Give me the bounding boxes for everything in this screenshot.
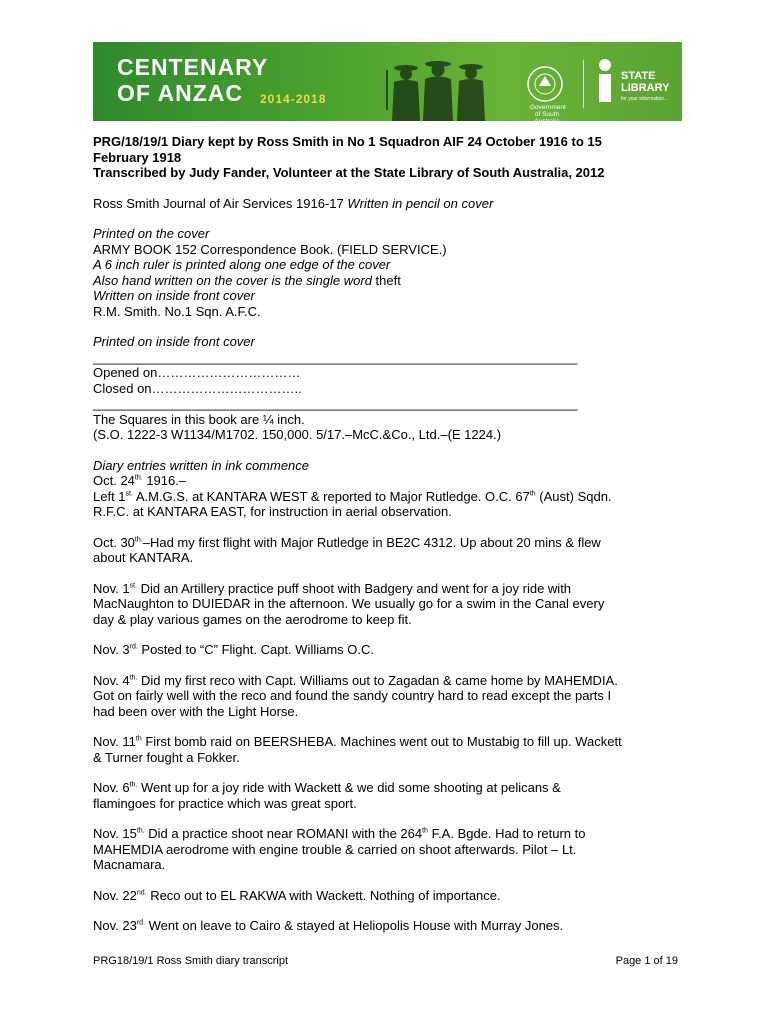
government-text: Government of South Australia (530, 104, 566, 125)
inside-printed-label: Printed on inside front cover (93, 334, 255, 349)
so-line: (S.O. 1222-3 W1134/M1702. 150,000. 5/17.–McC.&Co., Ltd.–(E 1224.) (93, 427, 502, 442)
soldiers-silhouette-icon (378, 50, 498, 121)
squares-line: The Squares in this book are ¼ inch. (93, 411, 305, 427)
diary-paragraph (93, 780, 693, 811)
banner-title: CENTENARY OF ANZAC (117, 54, 269, 106)
diary-paragraph (93, 581, 693, 628)
ruler-note: A 6 inch ruler is printed along one edge of the cover (93, 257, 391, 272)
diary-line: about KANTARA. (93, 550, 194, 565)
journal-title-line (93, 196, 693, 212)
banner-divider (583, 60, 584, 108)
diary-paragraph (93, 918, 693, 934)
hand-written-line (93, 273, 693, 289)
opened-line: Opened on…………………………… (93, 365, 301, 380)
diary-line: MAHEMDIA aerodrome with engine trouble & carried on shoot afterwards. Pilot – Lt. (93, 841, 577, 857)
hand-written-prefix: Also hand written on the cover is the single word (93, 272, 376, 288)
rule-line-2: ___________________________________________________________________ (93, 396, 578, 411)
diary-line: Nov. $15^{th.}$ Did a practice shoot near ROMANI with the 264th F.A. Bgde. Had to return to (93, 826, 586, 841)
diary-line: Got on fairly well with the reco and found the sandy country hard to read except the parts I (93, 688, 612, 703)
diary-paragraph (93, 888, 693, 904)
library-name: STATE LIBRARY (621, 70, 670, 94)
inside-cover-label: Written on inside front cover (93, 288, 255, 303)
banner-years: 2014-2018 (260, 92, 327, 106)
centenary-banner (93, 42, 682, 125)
journal-title: Ross Smith Journal of Air Services 1916-17 (93, 195, 348, 211)
diary-line: MacNaughton to DUIEDAR in the afternoon. We usually go for a swim in the Canal every (93, 596, 605, 611)
rule-line-1: ___________________________________________________________________ (93, 349, 578, 365)
diary-paragraph (93, 826, 693, 873)
entry-line: R.F.C. at KANTARA EAST, for instruction in aerial observation. (93, 504, 452, 519)
diary-line: Nov. $23^{rd.}$ Went on leave to Cairo & stayed at Heliopolis House with Murray Jones. (93, 918, 564, 933)
diary-line: day & play various games on the aerodrome to keep fit. (93, 611, 412, 627)
diary-line: Macnamara. (93, 857, 166, 872)
closed-line: Closed on…………………………….. (93, 380, 302, 396)
diary-paragraph (93, 673, 693, 720)
diary-paragraph (93, 642, 693, 658)
entries-intro: Diary entries written in ink commence (93, 457, 310, 473)
diary-paragraphs (93, 520, 693, 934)
army-book-line: ARMY BOOK 152 Correspondence Book. (FIELD SERVICE.) (93, 241, 447, 257)
library-tagline: for your information... (621, 96, 669, 102)
journal-note: Written in pencil on cover (347, 195, 494, 211)
library-i-icon (593, 58, 617, 104)
entry-line: Left $1^{st.}$ A.M.G.S. at KANTARA WEST & reported to Major Rutledge. O.C. 67th (Aust) Sqdn. (93, 488, 612, 504)
diary-paragraph (93, 734, 693, 765)
inside-cover-text: R.M. Smith. No.1 Sqn. A.F.C. (93, 303, 261, 319)
footer-left: PRG18/19/1 Ross Smith diary transcript (93, 955, 289, 967)
heading-line-3: Transcribed by Judy Fander, Volunteer at the State Library of South Australia, 2012 (93, 165, 605, 180)
entry-line: Oct. $24^{th.}$ 1916.– (93, 473, 187, 488)
heading-line-2: February 1918 (93, 149, 182, 165)
diary-line: Nov. $6^{th.}$ Went up for a joy ride with Wackett & we did some shooting at pelicans & (93, 780, 561, 795)
diary-line: & Turner fought a Fokker. (93, 749, 240, 765)
diary-line: had been over with the Light Horse. (93, 703, 299, 719)
diary-line: Nov. $22^{nd.}$ Reco out to EL RAKWA with Wackett. Nothing of importance. (93, 887, 501, 903)
document-body (93, 134, 693, 934)
cover-label: Printed on the cover (93, 226, 210, 241)
diary-line: Oct. $30^{th.}$–Had my first flight with Major Rutledge in BE2C 4312. Up about 20 mins & flew (93, 534, 601, 550)
diary-line: Nov. $1^{st.}$ Did an Artillery practice puff shoot with Badgery and went for a joy ride with (93, 580, 572, 596)
diary-line: Nov. $3^{rd.}$ Posted to “C” Flight. Capt. Williams O.C. (93, 642, 375, 657)
diary-line: Nov. $4^{th.}$ Did my first reco with Capt. Williams out to Zagadan & came home by MAHEMDIA. (93, 672, 618, 688)
page-number: Page 1 of 19 (615, 955, 678, 967)
diary-line: Nov. 11th First bomb raid on BEERSHEBA. Machines went out to Mustabig to fill up. Wackett (93, 734, 622, 749)
diary-paragraph (93, 535, 693, 566)
heading-line-1: PRG/18/19/1 Diary kept by Ross Smith in No 1 Squadron AIF 24 October 1916 to 15 (93, 134, 602, 149)
government-crest-icon (525, 64, 565, 104)
diary-line: flamingoes for practice which was great sport. (93, 795, 357, 811)
hand-written-word: theft (375, 272, 401, 288)
